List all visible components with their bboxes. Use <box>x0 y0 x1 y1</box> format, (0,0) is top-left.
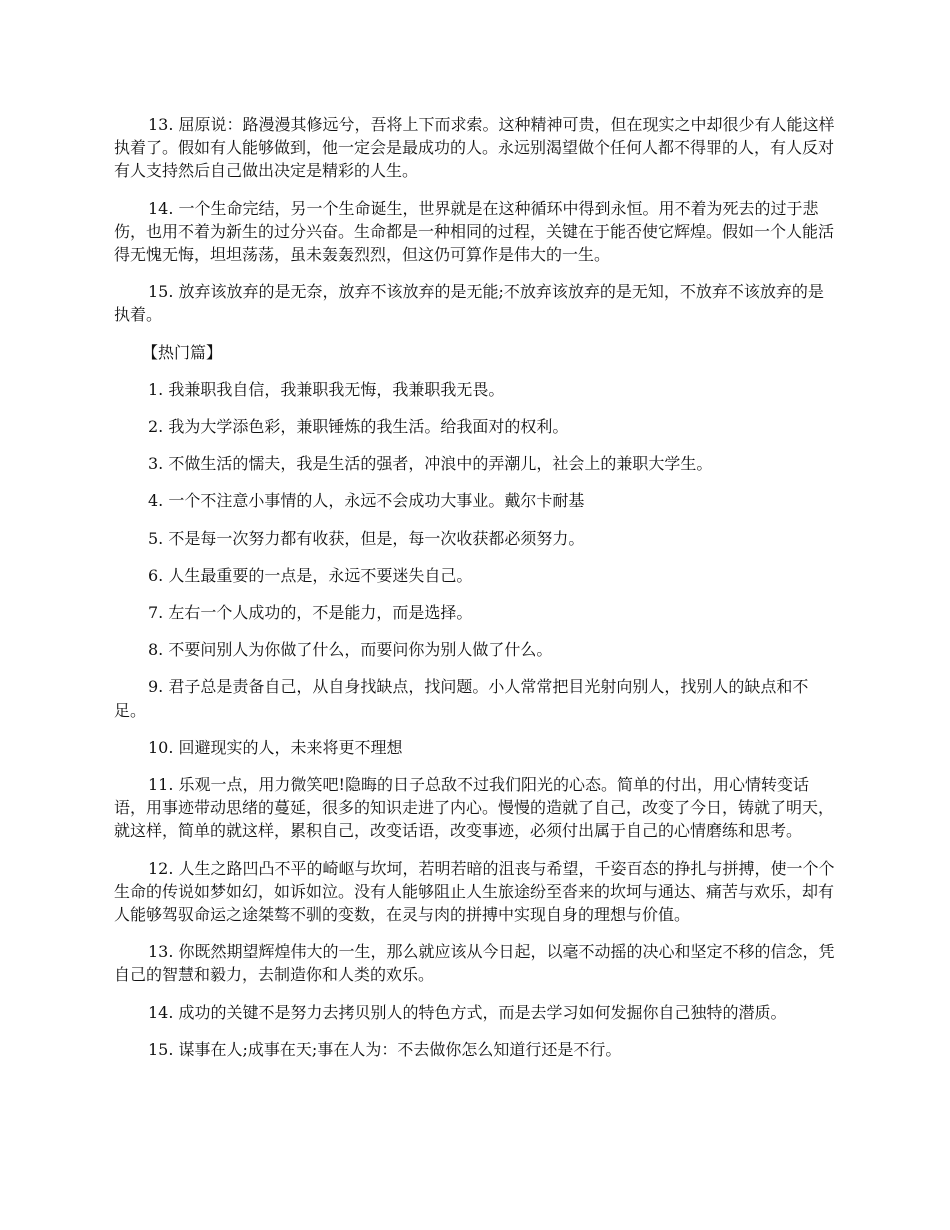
list-item: 12. 人生之路凹凸不平的崎岖与坎坷，若明若暗的沮丧与希望，千姿百态的挣扎与拼搏，使一个个生命的传说如梦如幻，如诉如泣。没有人能够阻止人生旅途纷至沓来的坎坷与通达、痛苦与欢乐，却有人能够驾驭命运之途桀骜不驯的变数，在灵与肉的拼搏中实现自身的理想与价值。 <box>114 858 835 925</box>
list-item: 13. 你既然期望辉煌伟大的一生，那么就应该从今日起，以毫不动摇的决心和坚定不移的信念，凭自己的智慧和毅力，去制造你和人类的欢乐。 <box>114 942 835 985</box>
list-item: 14. 成功的关键不是努力去拷贝别人的特色方式，而是去学习如何发掘你自己独特的潜质。 <box>148 1002 787 1022</box>
section-heading: 【热门篇】 <box>142 342 223 362</box>
paragraph: 13. 屈原说：路漫漫其修远兮，吾将上下而求索。这种精神可贵，但在现实之中却很少有人能这样执着了。假如有人能够做到，他一定会是最成功的人。永远别渴望做个任何人都不得罪的人，有人反对有人支持然后自己做出决定是精彩的人生。 <box>114 115 835 181</box>
list-item: 8. 不要问别人为你做了什么，而要问你为别人做了什么。 <box>148 640 553 660</box>
list-item: 9. 君子总是责备自己，从自身找缺点，找问题。小人常常把目光射向别人，找别人的缺点和不足。 <box>114 677 809 720</box>
document-body <box>114 113 839 1075</box>
list-item: 1. 我兼职我自信，我兼职我无悔，我兼职我无畏。 <box>148 379 505 399</box>
list-item: 2. 我为大学添色彩，兼职锤炼的我生活。给我面对的权利。 <box>148 417 569 437</box>
paragraph: 15. 放弃该放弃的是无奈，放弃不该放弃的是无能;不放弃该放弃的是无知，不放弃不该放弃的是执着。 <box>114 282 824 325</box>
list-item: 6. 人生最重要的一点是，永远不要迷失自己。 <box>148 565 473 585</box>
list-item: 3. 不做生活的懦夫，我是生活的强者，冲浪中的弄潮儿，社会上的兼职大学生。 <box>148 454 713 474</box>
list-item: 7. 左右一个人成功的，不是能力，而是选择。 <box>148 603 473 623</box>
list-item: 10. 回避现实的人，未来将更不理想 <box>148 737 403 757</box>
paragraph: 14. 一个生命完结，另一个生命诞生，世界就是在这种循环中得到永恒。用不着为死去的过于悲伤，也用不着为新生的过分兴奋。生命都是一种相同的过程，关键在于能否使它辉煌。假如一个人能活得无愧无悔，坦坦荡荡，虽未轰轰烈烈，但这仍可算作是伟大的一生。 <box>114 198 835 265</box>
list-item: 5. 不是每一次努力都有收获，但是，每一次收获都必须努力。 <box>148 528 585 548</box>
list-item: 15. 谋事在人;成事在天;事在人为：不去做你怎么知道行还是不行。 <box>148 1039 622 1059</box>
list-item: 11. 乐观一点，用力微笑吧!隐晦的日子总敌不过我们阳光的心态。简单的付出，用心情转变话语，用事迹带动思绪的蔓延，很多的知识走进了内心。慢慢的造就了自己，改变了今日，铸就了明天，就这样，简单的就这样，累积自己，改变话语，改变事迹，必须付出属于自己的心情磨练和思考。 <box>114 775 835 841</box>
list-item: 4. 一个不注意小事情的人，永远不会成功大事业。戴尔卡耐基 <box>148 491 585 511</box>
